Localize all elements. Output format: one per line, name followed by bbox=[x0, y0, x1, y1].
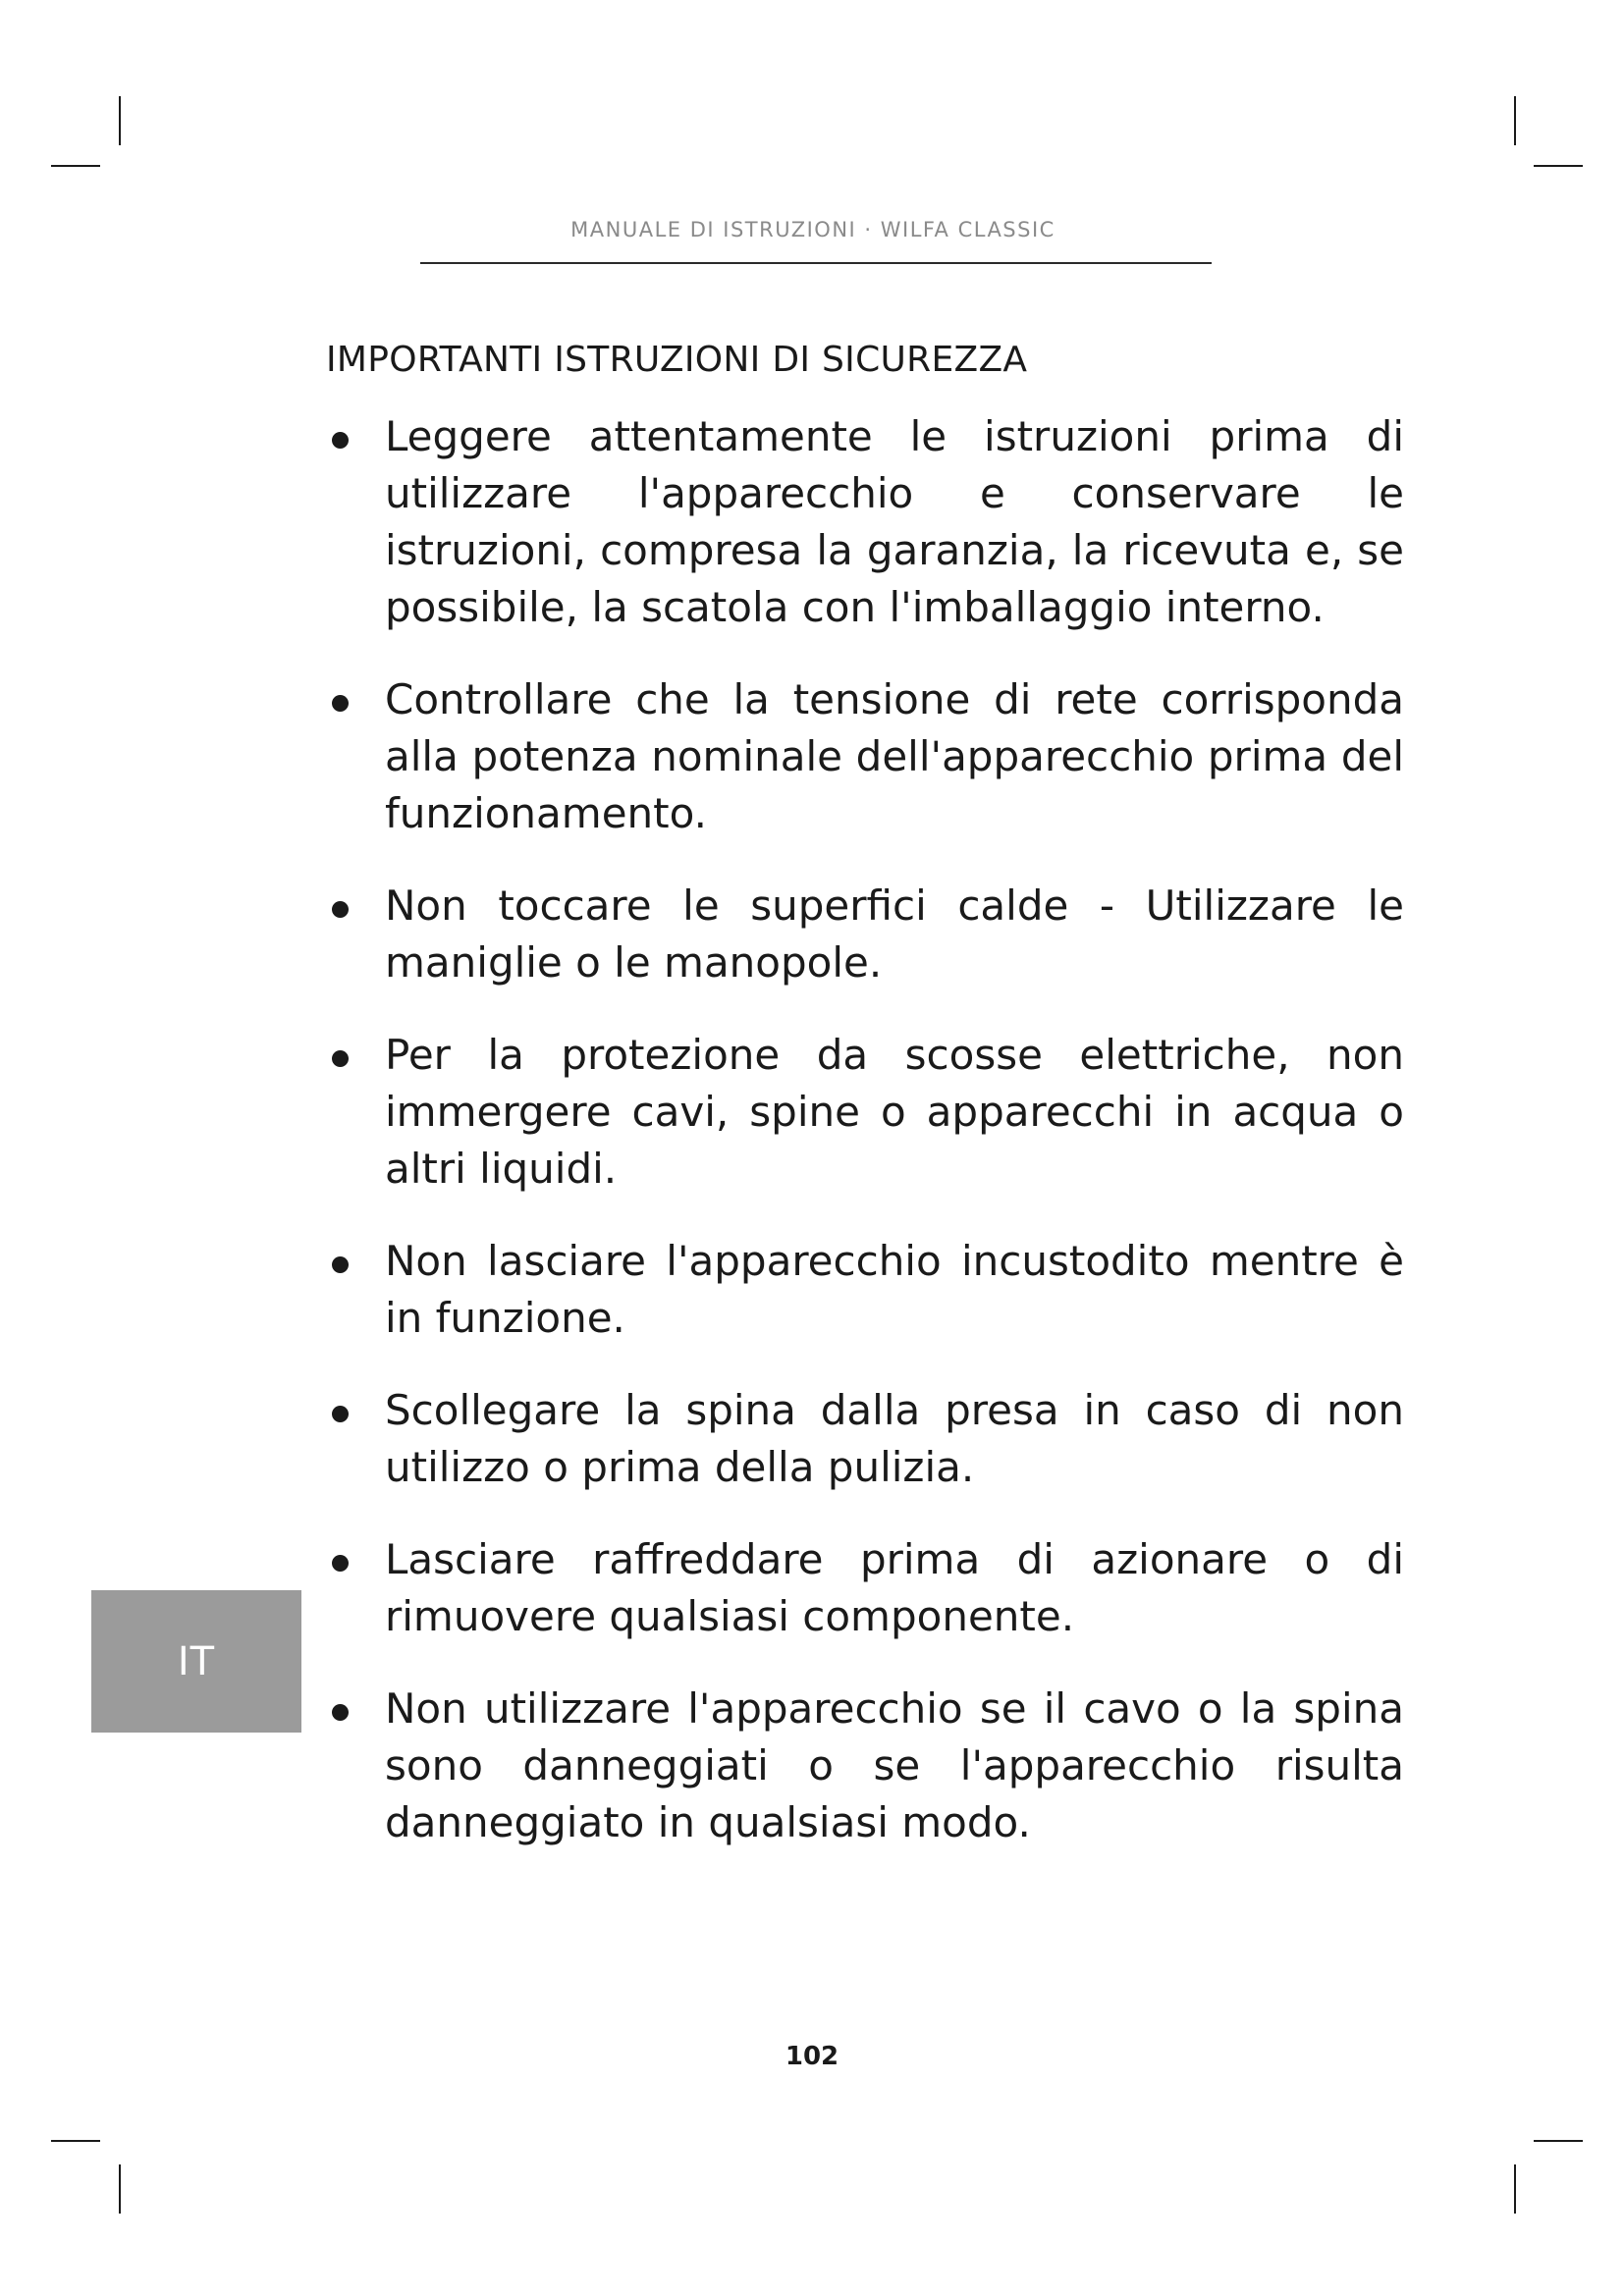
crop-mark-top-left-vertical bbox=[119, 96, 121, 145]
safety-instructions-list bbox=[324, 408, 1404, 1887]
crop-mark-bottom-left-horizontal bbox=[51, 2140, 100, 2142]
crop-mark-top-left-horizontal bbox=[51, 165, 100, 167]
list-item: Controllare che la tensione di rete corrisponda alla potenza nominale dell'apparecchio prima del funzionamento. bbox=[324, 671, 1404, 842]
crop-mark-bottom-right-horizontal bbox=[1534, 2140, 1583, 2142]
running-header: MANUALE DI ISTRUZIONI · WILFA CLASSIC bbox=[570, 218, 1056, 241]
language-tab bbox=[91, 1590, 301, 1733]
language-tab-label: IT bbox=[177, 1638, 216, 1684]
list-item: Leggere attentamente le istruzioni prima di utilizzare l'apparecchio e conservare le istruzioni, compresa la garanzia, la ricevuta e, se possibile, la scatola con l'imballaggio interno. bbox=[324, 408, 1404, 636]
crop-mark-bottom-right-vertical bbox=[1514, 2164, 1516, 2214]
list-item: Non lasciare l'apparecchio incustodito mentre è in funzione. bbox=[324, 1233, 1404, 1347]
crop-mark-bottom-left-vertical bbox=[119, 2164, 121, 2214]
section-title: IMPORTANTI ISTRUZIONI DI SICUREZZA bbox=[326, 340, 1028, 380]
page-number: 102 bbox=[785, 2042, 839, 2071]
list-item: Per la protezione da scosse elettriche, non immergere cavi, spine o apparecchi in acqua o altri liquidi. bbox=[324, 1027, 1404, 1198]
list-item: Lasciare raffreddare prima di azionare o di rimuovere qualsiasi componente. bbox=[324, 1531, 1404, 1645]
list-item: Non toccare le superfici calde - Utilizzare le maniglie o le manopole. bbox=[324, 878, 1404, 991]
list-item: Scollegare la spina dalla presa in caso di non utilizzo o prima della pulizia. bbox=[324, 1382, 1404, 1496]
header-divider bbox=[420, 262, 1212, 264]
crop-mark-top-right-horizontal bbox=[1534, 165, 1583, 167]
crop-mark-top-right-vertical bbox=[1514, 96, 1516, 145]
list-item: Non utilizzare l'apparecchio se il cavo o la spina sono danneggiati o se l'apparecchio risulta danneggiato in qualsiasi modo. bbox=[324, 1681, 1404, 1851]
